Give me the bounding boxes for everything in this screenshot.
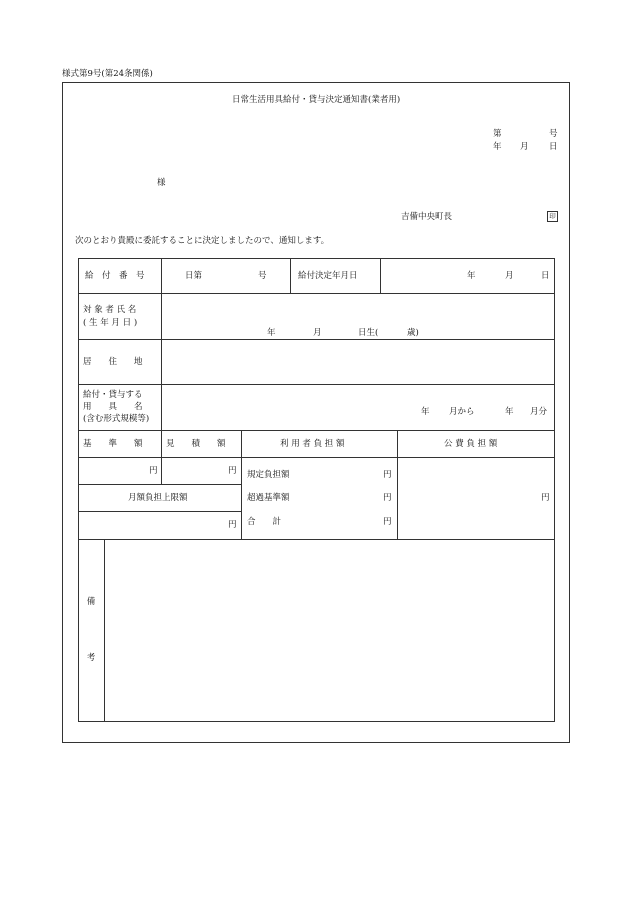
form-frame	[62, 82, 570, 743]
standard-amount-label: 基 準 額	[83, 439, 143, 449]
period-months: 月分	[530, 407, 548, 417]
benefit-number-go: 号	[258, 271, 267, 281]
decision-month: 月	[505, 271, 514, 281]
decision-day: 日	[541, 271, 550, 281]
excess-standard-yen: 円	[383, 493, 392, 503]
total-label: 合 計	[247, 517, 282, 527]
period-year2: 年	[505, 407, 514, 417]
decision-year: 年	[467, 271, 476, 281]
issuer: 吉備中央町長	[401, 212, 453, 222]
addressee-suffix: 様	[157, 178, 166, 188]
header-month: 月	[520, 142, 529, 152]
remarks-label-char2: 考	[86, 653, 96, 663]
monthly-cap-label: 月額負担上限額	[128, 493, 188, 503]
intro-text: 次のとおり貴殿に委託することに決定しましたので、通知します。	[75, 236, 330, 246]
equipment-label-line1: 給付・貸与する	[83, 390, 143, 400]
birth-year: 年	[267, 328, 276, 338]
birth-month: 月	[313, 328, 322, 338]
header-dai: 第	[493, 129, 502, 139]
header-year: 年	[493, 142, 502, 152]
prescribed-burden-label: 規定負担額	[247, 470, 290, 480]
name-label-line1: 対 象 者 氏 名	[83, 305, 137, 315]
standard-amount-yen: 円	[149, 466, 158, 476]
monthly-cap-yen: 円	[228, 520, 237, 530]
header-go: 号	[549, 129, 558, 139]
name-label-line2: ( 生 年 月 日 )	[83, 318, 138, 328]
excess-standard-label: 超過基準額	[247, 493, 290, 503]
seal-mark: 印	[547, 211, 558, 222]
public-burden-yen: 円	[541, 493, 550, 503]
form-title: 日常生活用具給付・貸与決定通知書(業者用)	[232, 95, 401, 105]
period-year: 年	[421, 407, 430, 417]
birth-age: 歳)	[407, 328, 419, 338]
residence-label: 居 住 地	[83, 357, 143, 367]
estimate-amount-label: 見 積 額	[166, 439, 226, 449]
user-burden-label: 利 用 者 負 担 額	[280, 439, 345, 449]
remarks-label-char1: 備	[86, 597, 96, 607]
prescribed-burden-yen: 円	[383, 470, 392, 480]
decision-date-label: 給付決定年月日	[298, 271, 358, 281]
benefit-number-label: 給 付 番 号	[85, 271, 145, 281]
total-yen: 円	[383, 517, 392, 527]
header-day: 日	[549, 142, 558, 152]
birth-day: 日生(	[358, 328, 379, 338]
equipment-label-line3: (含む形式規模等)	[83, 414, 150, 424]
public-burden-label: 公 費 負 担 額	[444, 439, 498, 449]
estimate-amount-yen: 円	[228, 466, 237, 476]
form-number: 様式第9号(第24条関係)	[62, 69, 153, 79]
benefit-number-prefix: 日第	[185, 271, 203, 281]
equipment-label-line2: 用 具 名	[83, 402, 143, 412]
period-from: 月から	[449, 407, 475, 417]
